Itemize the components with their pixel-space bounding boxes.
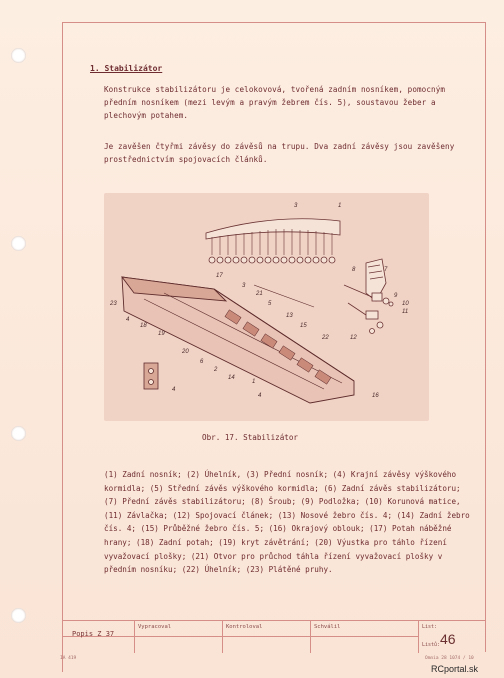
punch-hole: [11, 426, 26, 441]
page-number: 46: [440, 631, 456, 647]
frame-line: [62, 22, 63, 672]
figure-stabilizer: [104, 193, 429, 421]
callout: 12: [350, 335, 357, 341]
punch-hole: [11, 48, 26, 63]
callout: 17: [216, 273, 223, 279]
punch-hole: [11, 236, 26, 251]
callout: 1: [338, 203, 342, 209]
callout: 7: [384, 267, 388, 273]
spar-strip: [206, 219, 340, 263]
callout: 22: [322, 335, 329, 341]
callout: 1: [252, 379, 256, 385]
section-heading: 1. Stabilizátor: [90, 64, 163, 73]
form-code: IA 419: [60, 656, 77, 661]
callout: 6: [200, 359, 204, 365]
callout: 4: [258, 393, 262, 399]
print-code: Omnia 28 1074 / 10: [425, 656, 474, 661]
callout: 18: [140, 323, 147, 329]
callout: 11: [402, 309, 409, 315]
callout: 9: [394, 293, 398, 299]
frame-line: [485, 22, 486, 652]
punch-hole: [11, 608, 26, 623]
callout: 19: [158, 331, 165, 337]
callout: 2: [214, 367, 218, 373]
callout: 4: [126, 317, 130, 323]
fitting-detail: [144, 363, 158, 389]
figure-caption: Obr. 17. Stabilizátor: [202, 433, 299, 442]
callout: 15: [300, 323, 307, 329]
watermark: RCportal.sk: [431, 664, 479, 674]
cell-schvalil: Schválil: [310, 621, 419, 653]
title-block-divider: [62, 636, 418, 637]
callout: 4: [172, 387, 176, 393]
callout: 16: [372, 393, 379, 399]
callout: 14: [228, 375, 235, 381]
frame-line: [62, 22, 486, 23]
figure-legend: (1) Zadní nosník; (2) Úhelník, (3) Přední nosník; (4) Krajní závěsy výškového kormidla; (5) Střední závěs výškového kormidla; (6) Zadní závěs stabilizátoru; (7) Přední závěs stabilizátoru; (8) Šroub; (9) Podložka; (10) Korunová matice, (11) Závlačka; (12) Spojovací článek; (13) Nosové žebro čís. 4; (14) Zadní žebro čís. 4; (15) Průběžné žebro čís. 5; (16) Okrajový oblouk; (17) Potah náběžné hrany; (18) Zadní potah; (19) kryt závětrání; (20) Výustka pro táhlo řízení vyvažovací plošky; (21) Otvor pro průchod táhla řízení vyvažovací plošky v předním nosníku; (22) Úhelník; (23) Plátěné pruhy.: [104, 470, 470, 575]
cell-kontroloval: Kontroloval: [222, 621, 311, 653]
callout: 21: [256, 291, 263, 297]
cell-vypracoval: Vypracoval: [134, 621, 223, 653]
callout: 3: [294, 203, 298, 209]
listu-label: Listů:: [422, 642, 441, 648]
document-designation: Popis Z 37: [72, 630, 115, 638]
paragraph-construction: Konstrukce stabilizátoru je celokovová, tvořená zadním nosníkem, pomocným předním nosníkem (mezi levým a pravým žebrem čís. 5), soustavou žeber a plechovým potahem.: [104, 85, 446, 121]
callout: 3: [242, 283, 246, 289]
callout: 5: [268, 301, 272, 307]
stabilizer-drawing: [104, 193, 429, 421]
callout: 20: [182, 349, 189, 355]
callout: 10: [402, 301, 409, 307]
callout: 23: [110, 301, 117, 307]
list-label: List:: [422, 624, 438, 630]
paragraph-hinges: Je zavěšen čtyřmi závěsy do závěsů na trupu. Dva zadní závěsy jsou zavěšeny prostřednictvím spojovacích článků.: [104, 142, 455, 165]
callout: 13: [286, 313, 293, 319]
callout: 8: [352, 267, 356, 273]
